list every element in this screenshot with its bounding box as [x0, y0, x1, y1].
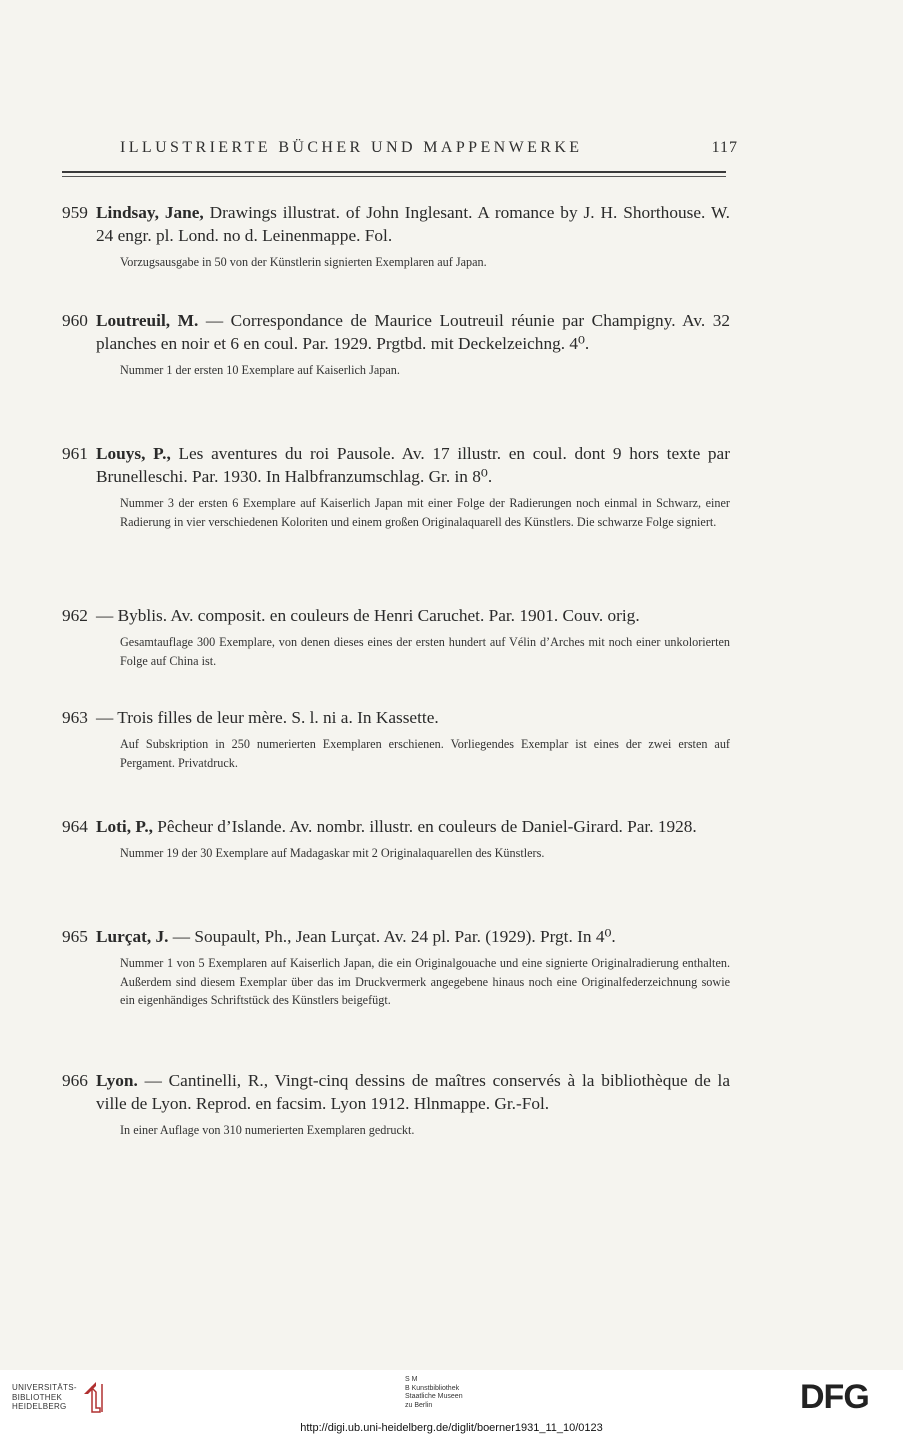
- university-logo-icon: [80, 1380, 110, 1414]
- entry-main: [62, 201, 730, 247]
- catalog-entry: [62, 604, 730, 670]
- dfg-logo: DFG: [800, 1378, 869, 1416]
- entry-author: Lyon.: [96, 1071, 138, 1090]
- uni-line: BIBLIOTHEK: [12, 1392, 63, 1402]
- catalog-entry: [62, 309, 730, 380]
- entry-number: 965: [62, 927, 88, 946]
- smb-line: Staatliche Museen: [405, 1393, 463, 1400]
- entry-text: Pêcheur d’Islande. Av. nombr. illustr. en couleurs de Daniel-Girard. Par. 1928.: [152, 817, 697, 836]
- entry-note: Nummer 1 der ersten 10 Exemplare auf Kaiserlich Japan.: [120, 363, 400, 377]
- entry-text: Les aventures du roi Pausole. Av. 17 illustr. en coul. dont 9 hors texte par Brunelleschi. Par. 1930. In Halbfranzumschlag. Gr. in 8⁰.: [96, 444, 730, 486]
- catalog-entry: [62, 1069, 730, 1140]
- entry-text: — Soupault, Ph., Jean Lurçat. Av. 24 pl. Par. (1929). Prgt. In 4⁰.: [168, 927, 616, 946]
- entry-number: 960: [62, 311, 88, 330]
- entry-author: Lurçat, J.: [96, 927, 169, 946]
- entry-note: Nummer 19 der 30 Exemplare auf Madagaskar mit 2 Originalaquarellen des Künstlers.: [120, 846, 545, 860]
- entry-text: — Cantinelli, R., Vingt-cinq dessins de maîtres conservés à la bibliothèque de la ville de Lyon. Reprod. en facsim. Lyon 1912. Hlnmappe. Gr.-Fol.: [96, 1071, 730, 1113]
- uni-line: HEIDELBERG: [12, 1402, 67, 1411]
- entry-author: Loutreuil, M.: [96, 311, 199, 330]
- entry-number: 966: [62, 1071, 88, 1090]
- viewer-footer: [0, 1370, 903, 1436]
- catalog-entry: [62, 815, 730, 863]
- entry-main: [62, 706, 730, 729]
- header-title: ILLUSTRIERTE BÜCHER UND MAPPENWERKE: [120, 139, 583, 156]
- entry-main: [62, 442, 730, 488]
- entry-author: Louys, P.,: [96, 444, 171, 463]
- entry-number: 961: [62, 444, 88, 463]
- entry-note: Auf Subskription in 250 numerierten Exemplaren erschienen. Vorliegendes Exemplar ist eines der zwei ersten auf Pergament. Privatdruck.: [120, 737, 730, 770]
- smb-line: B Kunstbibliothek: [405, 1384, 460, 1392]
- entry-number: 963: [62, 708, 88, 727]
- uni-line: UNIVERSITÄTS-: [12, 1383, 77, 1392]
- university-library-label: [12, 1383, 77, 1412]
- entry-number: 962: [62, 606, 88, 625]
- entry-text: — Byblis. Av. composit. en couleurs de Henri Caruchet. Par. 1901. Couv. orig.: [96, 606, 640, 625]
- running-header: [120, 139, 738, 157]
- catalog-entry: [62, 706, 730, 772]
- entry-number: 964: [62, 817, 88, 836]
- entry-main: [62, 815, 730, 838]
- entry-author: Loti, P.,: [96, 817, 153, 836]
- entry-note: Vorzugsausgabe in 50 von der Künstlerin signierten Exemplaren auf Japan.: [120, 255, 487, 269]
- header-rule-thin: [62, 176, 726, 177]
- entry-number: 959: [62, 203, 88, 222]
- catalog-entry: [62, 201, 730, 272]
- entry-main: [62, 1069, 730, 1115]
- entry-author: Lindsay, Jane,: [96, 203, 204, 222]
- smb-line: zu Berlin: [405, 1401, 433, 1409]
- smb-label: [405, 1376, 505, 1410]
- page-number: 117: [711, 139, 738, 156]
- entry-main: [62, 309, 730, 355]
- entry-text: Drawings illustrat. of John Inglesant. A romance by J. H. Shorthouse. W. 24 engr. pl. Lond. no d. Leinenmappe. Fol.: [96, 203, 730, 245]
- entry-text: — Trois filles de leur mère. S. l. ni a. In Kassette.: [96, 708, 439, 727]
- entry-text: — Correspondance de Maurice Loutreuil réunie par Champigny. Av. 32 planches en noir et 6 en coul. Par. 1929. Prgtbd. mit Deckelzeichng. 4⁰.: [96, 311, 730, 353]
- entry-note: Nummer 3 der ersten 6 Exemplare auf Kaiserlich Japan mit einer Folge der Radierungen noch einmal in Schwarz, einer Radierung in vier verschiedenen Koloriten und einem großen Originalaquarell des Künstlers. Die schwarze Folge signiert.: [120, 496, 730, 529]
- entry-note: In einer Auflage von 310 numerierten Exemplaren gedruckt.: [120, 1123, 415, 1137]
- entry-main: [62, 925, 730, 948]
- entry-main: [62, 604, 730, 627]
- smb-line: S M: [405, 1376, 418, 1383]
- header-rule-thick: [62, 171, 726, 173]
- catalog-entry: [62, 442, 730, 531]
- entry-note: Nummer 1 von 5 Exemplaren auf Kaiserlich Japan, die ein Originalgouache und eine signierte Originalradierung enthalten. Außerdem sind diesem Exemplar über das im Druckvermerk angegebene hinaus noch eine Originalfederzeichnung sowie ein eigenhändiges Schriftstück des Künstlers beigefügt.: [120, 956, 730, 1007]
- source-url[interactable]: http://digi.ub.uni-heidelberg.de/diglit/boerner1931_11_10/0123: [300, 1422, 603, 1434]
- entry-note: Gesamtauflage 300 Exemplare, von denen dieses eines der ersten hundert auf Vélin d’Arches mit noch einer unkolorierten Folge auf China ist.: [120, 635, 730, 668]
- catalog-entry: [62, 925, 730, 1010]
